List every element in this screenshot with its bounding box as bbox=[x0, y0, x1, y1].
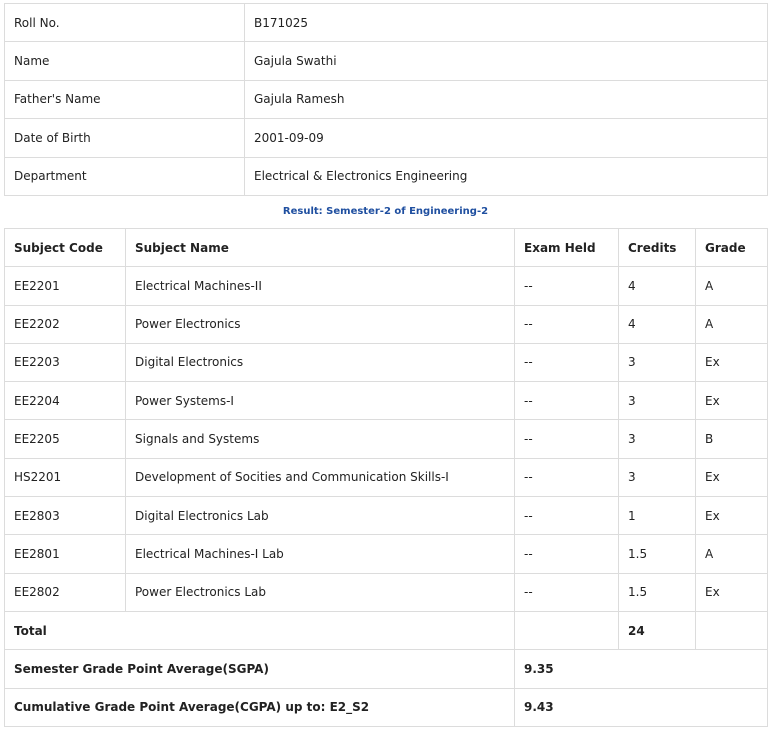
cgpa-row bbox=[5, 688, 768, 726]
credits: 1.5 bbox=[619, 573, 696, 611]
grade: Ex bbox=[696, 458, 768, 496]
student-info-table bbox=[4, 3, 768, 196]
results-header-row bbox=[5, 228, 768, 266]
exam-held: -- bbox=[515, 497, 619, 535]
roll-no-value: B171025 bbox=[245, 4, 768, 42]
grade: Ex bbox=[696, 573, 768, 611]
department-value: Electrical & Electronics Engineering bbox=[245, 157, 768, 195]
subject-code: HS2201 bbox=[5, 458, 126, 496]
sgpa-label: Semester Grade Point Average(SGPA) bbox=[5, 650, 515, 688]
cgpa-value: 9.43 bbox=[515, 688, 768, 726]
grade: B bbox=[696, 420, 768, 458]
exam-held: -- bbox=[515, 305, 619, 343]
total-row bbox=[5, 611, 768, 649]
subject-name: Electrical Machines-II bbox=[126, 267, 515, 305]
total-exam-empty bbox=[515, 611, 619, 649]
subject-name: Signals and Systems bbox=[126, 420, 515, 458]
subject-code: EE2205 bbox=[5, 420, 126, 458]
table-row bbox=[5, 535, 768, 573]
student-row-name bbox=[5, 42, 768, 80]
header-grade: Grade bbox=[696, 228, 768, 266]
total-credits: 24 bbox=[619, 611, 696, 649]
subject-name: Development of Socities and Communication Skills-I bbox=[126, 458, 515, 496]
exam-held: -- bbox=[515, 343, 619, 381]
subject-code: EE2802 bbox=[5, 573, 126, 611]
subject-code: EE2803 bbox=[5, 497, 126, 535]
result-caption: Result: Semester-2 of Engineering-2 bbox=[282, 205, 489, 217]
subject-code: EE2202 bbox=[5, 305, 126, 343]
table-row bbox=[5, 305, 768, 343]
roll-no-label: Roll No. bbox=[5, 4, 245, 42]
name-value: Gajula Swathi bbox=[245, 42, 768, 80]
grade: Ex bbox=[696, 497, 768, 535]
father-name-value: Gajula Ramesh bbox=[245, 80, 768, 118]
subject-name: Electrical Machines-I Lab bbox=[126, 535, 515, 573]
header-exam-held: Exam Held bbox=[515, 228, 619, 266]
subject-name: Power Electronics bbox=[126, 305, 515, 343]
credits: 1 bbox=[619, 497, 696, 535]
total-label: Total bbox=[5, 611, 515, 649]
table-row bbox=[5, 497, 768, 535]
cgpa-label: Cumulative Grade Point Average(CGPA) up to: E2_S2 bbox=[5, 688, 515, 726]
subject-code: EE2204 bbox=[5, 382, 126, 420]
subject-code: EE2203 bbox=[5, 343, 126, 381]
student-row-roll-no bbox=[5, 4, 768, 42]
exam-held: -- bbox=[515, 420, 619, 458]
exam-held: -- bbox=[515, 458, 619, 496]
grade: Ex bbox=[696, 343, 768, 381]
exam-held: -- bbox=[515, 535, 619, 573]
department-label: Department bbox=[5, 157, 245, 195]
result-page bbox=[4, 3, 767, 727]
table-row bbox=[5, 420, 768, 458]
credits: 4 bbox=[619, 267, 696, 305]
exam-held: -- bbox=[515, 573, 619, 611]
exam-held: -- bbox=[515, 267, 619, 305]
header-subject-name: Subject Name bbox=[126, 228, 515, 266]
student-row-department bbox=[5, 157, 768, 195]
grade: A bbox=[696, 267, 768, 305]
table-row bbox=[5, 267, 768, 305]
grade: Ex bbox=[696, 382, 768, 420]
subject-code: EE2801 bbox=[5, 535, 126, 573]
dob-label: Date of Birth bbox=[5, 119, 245, 157]
sgpa-value: 9.35 bbox=[515, 650, 768, 688]
credits: 3 bbox=[619, 343, 696, 381]
table-row bbox=[5, 382, 768, 420]
credits: 3 bbox=[619, 382, 696, 420]
subject-name: Power Electronics Lab bbox=[126, 573, 515, 611]
subject-name: Digital Electronics Lab bbox=[126, 497, 515, 535]
table-row bbox=[5, 573, 768, 611]
header-credits: Credits bbox=[619, 228, 696, 266]
credits: 3 bbox=[619, 458, 696, 496]
name-label: Name bbox=[5, 42, 245, 80]
grade: A bbox=[696, 535, 768, 573]
credits: 3 bbox=[619, 420, 696, 458]
table-row bbox=[5, 343, 768, 381]
credits: 4 bbox=[619, 305, 696, 343]
grade: A bbox=[696, 305, 768, 343]
student-row-father-name bbox=[5, 80, 768, 118]
father-name-label: Father's Name bbox=[5, 80, 245, 118]
sgpa-row bbox=[5, 650, 768, 688]
dob-value: 2001-09-09 bbox=[245, 119, 768, 157]
table-row bbox=[5, 458, 768, 496]
credits: 1.5 bbox=[619, 535, 696, 573]
student-row-dob bbox=[5, 119, 768, 157]
results-table bbox=[4, 228, 768, 727]
subject-code: EE2201 bbox=[5, 267, 126, 305]
total-grade-empty bbox=[696, 611, 768, 649]
exam-held: -- bbox=[515, 382, 619, 420]
subject-name: Power Systems-I bbox=[126, 382, 515, 420]
subject-name: Digital Electronics bbox=[126, 343, 515, 381]
header-subject-code: Subject Code bbox=[5, 228, 126, 266]
